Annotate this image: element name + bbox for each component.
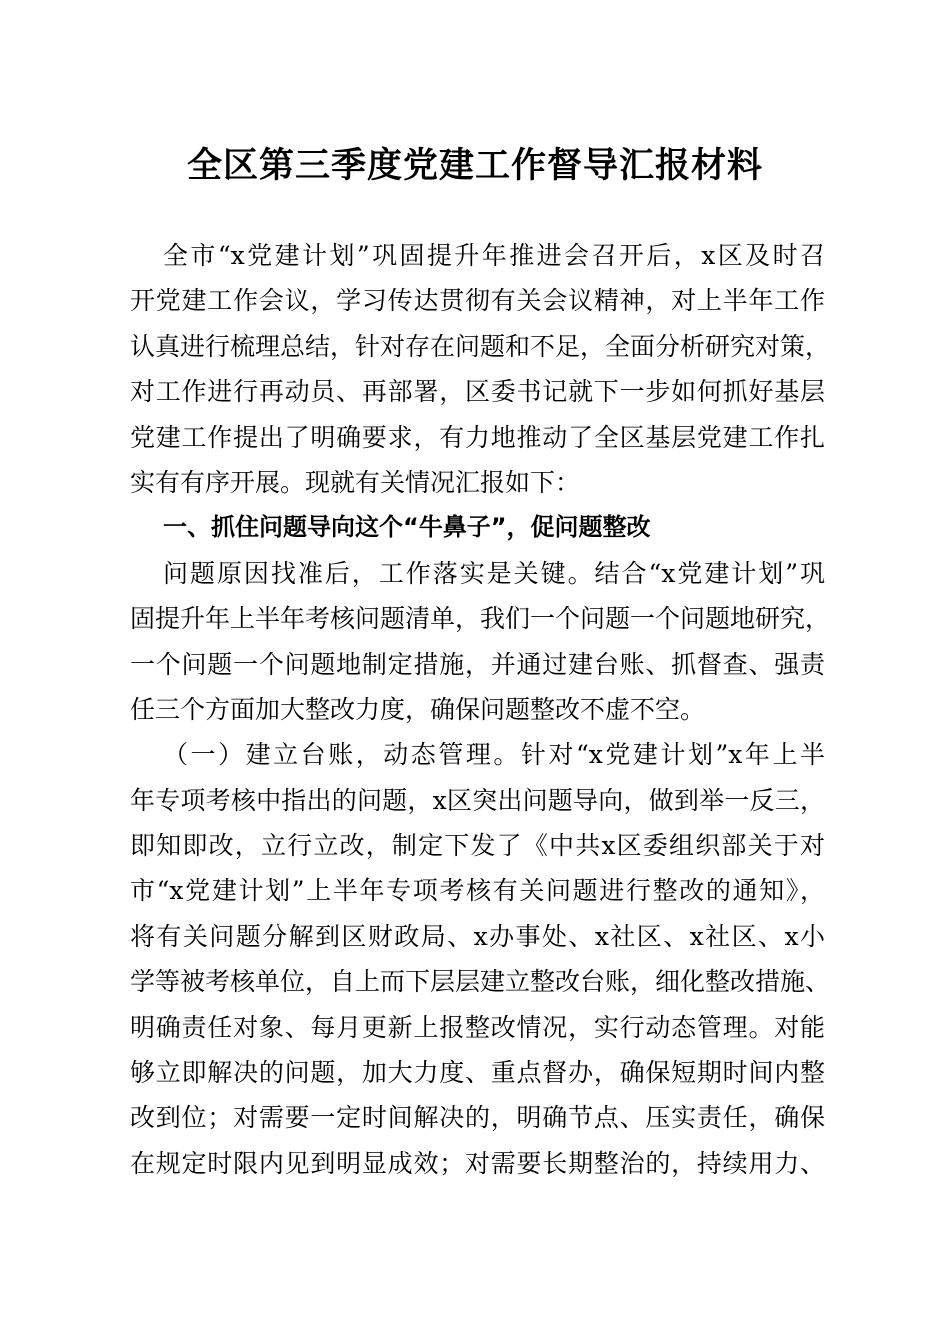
text-line: 开党建工作会议，学习传达贯彻有关会议精神，对上半年工作 — [130, 286, 825, 316]
text-line: 问题原因找准后，工作落实是关键。结合“x党建计划”巩 — [163, 558, 825, 588]
document-body — [130, 233, 831, 1186]
intro-paragraph — [130, 233, 831, 505]
text-line: 全市“x党建计划”巩固提升年推进会召开后，x区及时召 — [163, 241, 825, 270]
text-line: 年专项考核中指出的问题，x区突出问题导向，做到举一反三， — [130, 785, 825, 815]
subsection-paragraph — [130, 732, 831, 1186]
text-line: 实有有序开展。现就有关情况汇报如下： — [130, 467, 581, 497]
text-line: 将有关问题分解到区财政局、x办事处、x社区、x社区、x小 — [130, 921, 825, 951]
text-line: 改到位；对需要一定时间解决的，明确节点、压实责任，确保 — [130, 1103, 825, 1133]
text-line: 市“x党建计划”上半年专项考核有关问题进行整改的通知》， — [130, 876, 825, 906]
section-heading: 一、抓住问题导向这个“牛鼻子”，促问题整改 — [163, 513, 651, 542]
text-line: 学等被考核单位，自上而下层层建立整改台账，细化整改措施、 — [130, 967, 831, 997]
text-line: 一个问题一个问题地制定措施，并通过建台账、抓督查、强责 — [130, 649, 825, 679]
text-line: 即知即改，立行立改，制定下发了《中共x区委组织部关于对 — [130, 831, 825, 861]
text-line: 明确责任对象、每月更新上报整改情况，实行动态管理。对能 — [130, 1012, 825, 1042]
text-line: 在规定时限内见到明显成效；对需要长期整治的，持续用力、 — [130, 1148, 825, 1178]
text-line: 对工作进行再动员、再部署，区委书记就下一步如何抓好基层 — [130, 377, 825, 407]
document-title: 全区第三季度党建工作督导汇报材料 — [186, 145, 763, 186]
text-line: 够立即解决的问题，加大力度、重点督办，确保短期时间内整 — [130, 1058, 825, 1088]
section-paragraph — [130, 551, 831, 733]
text-line: 固提升年上半年考核问题清单，我们一个问题一个问题地研究， — [130, 604, 831, 634]
text-line: 认真进行梳理总结，针对存在问题和不足，全面分析研究对策， — [130, 331, 831, 361]
text-line: （一）建立台账，动态管理。针对“x党建计划”x年上半 — [163, 740, 825, 770]
text-line: 党建工作提出了明确要求，有力地推动了全区基层党建工作扎 — [130, 422, 825, 452]
text-line: 任三个方面加大整改力度，确保问题整改不虚不空。 — [130, 694, 706, 724]
